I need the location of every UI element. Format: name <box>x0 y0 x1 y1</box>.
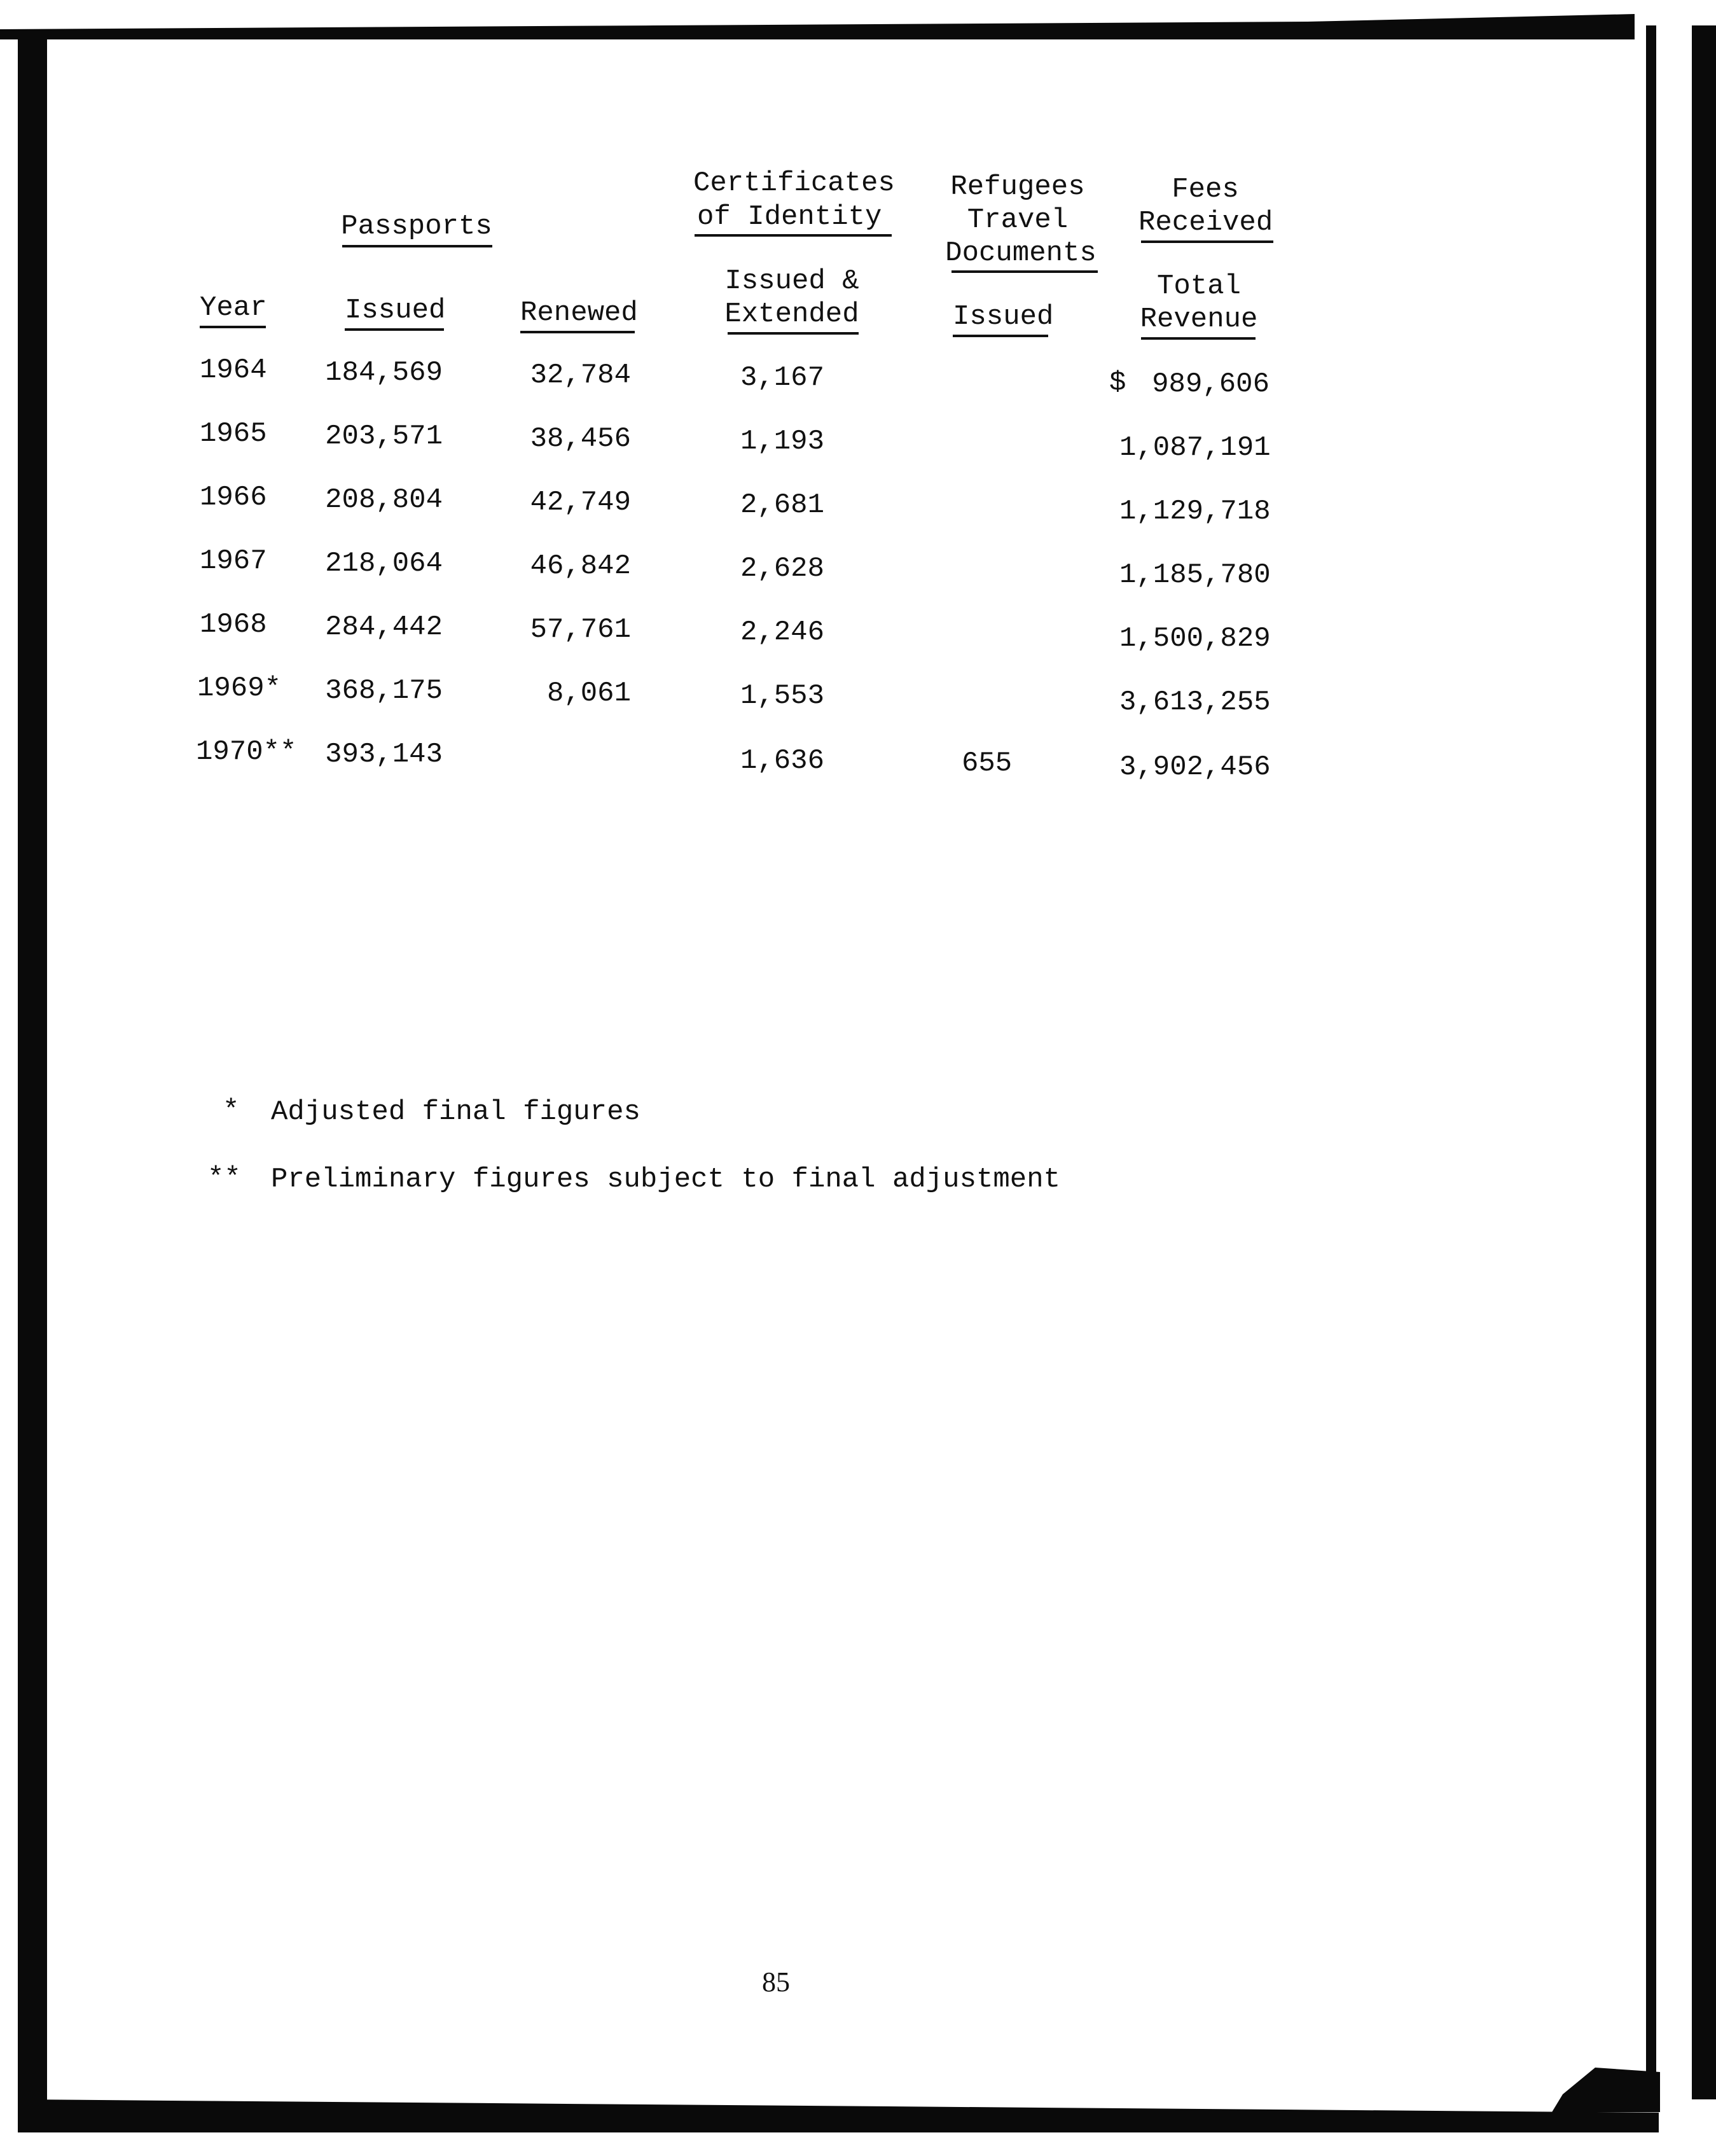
row-certificates: 1,553 <box>740 680 824 712</box>
header-fees-underline <box>1141 240 1273 243</box>
page-border-right-outer <box>1692 25 1716 2099</box>
page-border-left <box>18 38 47 2118</box>
header-refugees-line1: Refugees <box>950 171 1085 203</box>
row-issued: 284,442 <box>325 611 443 643</box>
row-revenue: 989,606 <box>1152 368 1270 400</box>
row-renewed: 46,842 <box>530 550 631 582</box>
row-certificates: 2,246 <box>740 616 824 648</box>
header-passports-underline <box>342 245 492 247</box>
row-issued: 393,143 <box>325 739 443 770</box>
header-year-underline <box>200 326 266 328</box>
row-certificates: 2,628 <box>740 553 824 585</box>
header-refugees-line2: Travel <box>967 204 1069 236</box>
row-year: 1968 <box>200 609 267 641</box>
row-refugee-issued: 655 <box>962 748 1013 779</box>
header-certificates-underline <box>695 234 892 237</box>
header-fees-line1: Fees <box>1172 174 1239 205</box>
footnote-mark: ** <box>207 1162 241 1194</box>
row-year: 1967 <box>200 545 267 577</box>
header-issued: Issued <box>345 295 446 326</box>
header-issued-extended-underline <box>728 332 859 335</box>
header-renewed: Renewed <box>520 297 638 329</box>
header-certificates-line1: Certificates <box>693 167 895 199</box>
row-certificates: 1,636 <box>740 745 824 777</box>
header-issued-underline <box>345 328 444 331</box>
header-year: Year <box>200 292 267 324</box>
row-issued: 208,804 <box>325 484 443 516</box>
header-total-line1: Total <box>1156 270 1242 302</box>
row-certificates: 3,167 <box>740 362 824 394</box>
header-certificates-line2: of Identity <box>697 201 882 233</box>
page-border-bottom <box>18 2099 1659 2132</box>
page-corner-mark <box>1552 2068 1660 2112</box>
row-issued: 368,175 <box>325 675 443 707</box>
footnote-text: Preliminary figures subject to final adjustment <box>271 1164 1061 1195</box>
row-renewed: 57,761 <box>530 614 631 646</box>
footnote-text: Adjusted final figures <box>271 1096 640 1128</box>
row-certificates: 2,681 <box>740 489 824 521</box>
footnote-mark: * <box>223 1095 240 1127</box>
row-renewed: 8,061 <box>546 678 631 709</box>
row-renewed: 42,749 <box>530 487 631 518</box>
header-refugee-issued-underline <box>953 335 1048 337</box>
row-year: 1965 <box>200 418 267 450</box>
row-issued: 184,569 <box>325 357 443 389</box>
page-number: 85 <box>762 1966 790 1998</box>
row-year: 1964 <box>200 354 267 386</box>
header-refugees-underline <box>951 270 1098 273</box>
row-issued: 203,571 <box>325 421 443 452</box>
header-refugee-issued: Issued <box>953 301 1054 333</box>
row-year: 1970** <box>196 736 297 768</box>
row-revenue: 1,087,191 <box>1119 432 1271 464</box>
page-border-top <box>0 14 1635 39</box>
row-year: 1966 <box>200 482 267 513</box>
row-currency: $ <box>1109 367 1126 399</box>
row-revenue: 3,902,456 <box>1119 751 1271 783</box>
header-fees-line2: Received <box>1138 207 1273 239</box>
row-revenue: 1,129,718 <box>1119 496 1271 527</box>
row-renewed: 38,456 <box>530 423 631 455</box>
row-revenue: 1,500,829 <box>1119 623 1271 655</box>
row-certificates: 1,193 <box>740 426 824 457</box>
header-passports: Passports <box>341 211 492 242</box>
header-renewed-underline <box>520 331 635 333</box>
row-year: 1969* <box>197 672 282 704</box>
header-total-line2: Revenue <box>1140 303 1258 335</box>
header-issued-extended-line1: Issued & <box>724 265 859 297</box>
row-renewed: 32,784 <box>530 359 631 391</box>
row-revenue: 1,185,780 <box>1119 559 1271 591</box>
header-refugees-line3: Documents <box>945 237 1097 269</box>
header-total-underline <box>1141 337 1256 340</box>
page-border-right <box>1646 25 1656 2112</box>
row-revenue: 3,613,255 <box>1119 686 1271 718</box>
row-issued: 218,064 <box>325 548 443 580</box>
header-issued-extended-line2: Extended <box>724 298 859 330</box>
